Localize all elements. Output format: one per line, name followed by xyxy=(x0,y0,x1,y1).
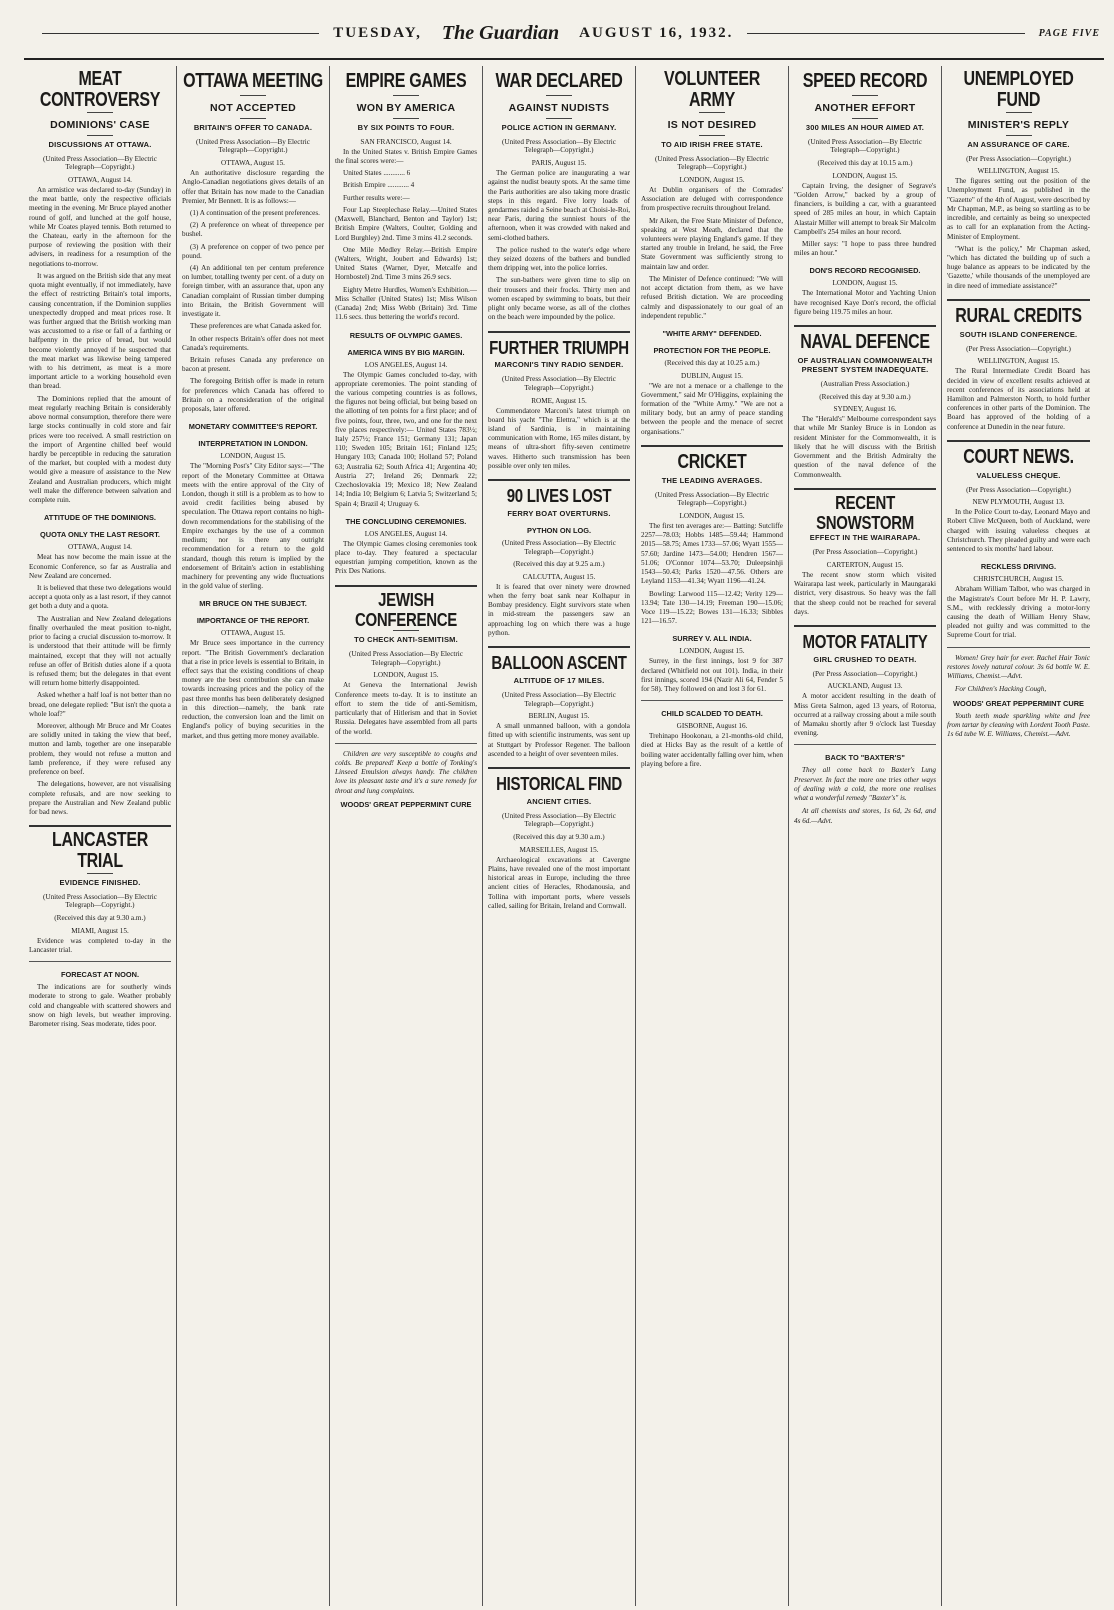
paragraph: The Rural Intermediate Credit Board has decided in view of excellent results achieved at recent conferences of its associations held at Hamilton and Palmerston North, to hold further conferences in other parts of the Dominion. The Board has approved of the holding of a conference at Dunedin in the near future. xyxy=(947,367,1090,431)
rule xyxy=(947,647,1090,648)
masthead xyxy=(24,8,1104,60)
dateline: LONDON, August 15. xyxy=(220,452,286,461)
paragraph: It is feared that over ninety were drowned when the ferry boat sank near Kolhapur in Bombay presidency. Eight survivors state when in mid-stream the passengers saw an approaching log on which there was a huge python. xyxy=(488,582,630,637)
paragraph: Bowling: Larwood 115—12.42; Verity 129—13.94; Tate 130—14.19; Freeman 190—15.06; Voce 119—15.22; Bowes 131—16.33; Sibbles 121—16.57. xyxy=(641,589,783,626)
paragraph: United States ............ 6 xyxy=(343,169,411,178)
headline-balloon-ascent: BALLOON ASCENT xyxy=(491,652,627,675)
credit-line: (United Press Association—By Electric Telegraph—Copyright.) xyxy=(655,490,769,508)
subhead-small: POLICE ACTION IN GERMANY. xyxy=(501,122,617,132)
paragraph: It was argued on the British side that any meat quota might eventually, if not immediately, have the effect of restricting Britain's total imports, causing concentration, if the Dominion supplies unexpectedly dropped and meat prices rose. It was further argued that the British working man was accustomed to a rise or fall of a farthing or halfpenny in the price of bread, but would become violently annoyed if he suspected that the meat market was likewise being tampered with to his detriment, as meat is a more important article to a working household even than bread. xyxy=(29,271,171,391)
received-line: (Received this day at 9.25 a.m.) xyxy=(513,560,605,569)
divider xyxy=(87,873,113,874)
section-rule xyxy=(488,479,630,481)
inner-headline: RESULTS OF OLYMPIC GAMES. xyxy=(349,330,463,340)
masthead-date: AUGUST 16, 1932. xyxy=(579,24,734,41)
divider xyxy=(393,95,419,96)
subhead: ANOTHER EFFORT xyxy=(814,101,916,114)
subhead-small: GIRL CRUSHED TO DEATH. xyxy=(813,654,917,664)
paragraph: The "Morning Post's" City Editor says:—"The report of the Monetary Committee at Ottawa meets with the entire approval of the City of London, though it still is a problem as to how to avoid credit facilities being abused by speculation. The Ottawa report contains no high-down recommendations for the stabilising of the Empire exchanges by the use of a common medium; nor is there any outright recommendation for a return to the gold standard, though this return is implied by the endorsement of Britain's action in establishing machinery for preventing any wide fluctuations in the gold value of sterling. xyxy=(182,462,324,591)
paragraph: The recent snow storm which visited Wairarapa last week, particularly in Maungaraki district, very disastrous. So heavy was the fall that the sheep could not be reached for several days. xyxy=(794,570,936,616)
dateline: ROME, August 15. xyxy=(531,396,587,405)
dateline: CHRISTCHURCH, August 15. xyxy=(973,575,1064,584)
paragraph: British Empire ............ 4 xyxy=(343,181,415,190)
paragraph: At Dublin organisers of the Comrades' Association are deluged with correspondence from prospective recruits throughout Ireland. xyxy=(641,185,783,213)
columns xyxy=(24,66,1104,1606)
paragraph: Moreover, although Mr Bruce and Mr Coates are solidly united in taking the view that beef, mutton and lamb, together are one inseparable problem, they would not refuse a mutton and lamb preference, if they were refused any preference on beef. xyxy=(29,722,171,777)
masthead-rule-left xyxy=(42,33,319,34)
dateline: LONDON, August 15. xyxy=(373,671,439,680)
paragraph: (1) A continuation of the present preferences. xyxy=(190,208,320,217)
paragraph: The foregoing British offer is made in return for preferences which Canada has offered to Britain on a reconsideration of the original proposals, later offered. xyxy=(182,377,324,414)
dateline: LOS ANGELES, August 14. xyxy=(364,360,448,369)
section-rule xyxy=(794,325,936,327)
paragraph: At Geneva the International Jewish Conference meets to-day. It is to institute an effort to stem the tide of anti-Semitism, particularly that of Hitlerism and that in Soviet Russia. Delegates have assembled from all parts of the world. xyxy=(335,681,477,736)
dateline: SYDNEY, August 16. xyxy=(833,405,897,414)
divider xyxy=(1006,135,1032,136)
column-1 xyxy=(24,66,177,1606)
dateline: AUCKLAND, August 13. xyxy=(827,682,903,691)
headline-jewish-conference: JEWISH CONFERENCE xyxy=(354,589,457,631)
section-rule xyxy=(335,585,477,587)
inner-headline-forecast: FORECAST AT NOON. xyxy=(60,970,139,980)
headline-speed-record: SPEED RECORD xyxy=(802,70,928,92)
paragraph: Evidence was completed to-day in the Lancaster trial. xyxy=(29,936,171,954)
column-6 xyxy=(789,66,942,1606)
advertisement-product: WOODS' GREAT PEPPERMINT CURE xyxy=(953,698,1084,708)
section-rule xyxy=(488,646,630,648)
subhead-small: TO CHECK ANTI-SEMITISM. xyxy=(354,635,458,645)
dateline: PARIS, August 15. xyxy=(531,159,587,168)
dateline: LONDON, August 15. xyxy=(679,511,745,520)
dateline: WELLINGTON, August 15. xyxy=(977,357,1060,366)
headline-rural-credits: RURAL CREDITS xyxy=(955,305,1082,327)
credit-line: (United Press Association—By Electric Telegraph—Copyright.) xyxy=(43,154,157,172)
section-rule xyxy=(488,767,630,769)
subhead-small: EVIDENCE FINISHED. xyxy=(59,877,141,887)
advertisement: They all come back to Baxter's Lung Preserver. In fact the more one tries other ways of dealing with a cold, the more one realises what a wonderful remedy "Baxter's" is. xyxy=(794,766,936,803)
headline-historical-find: HISTORICAL FIND xyxy=(496,773,622,796)
divider xyxy=(240,118,266,119)
inner-headline: IMPORTANCE OF THE REPORT. xyxy=(196,616,310,626)
credit-line: (United Press Association—By Electric Telegraph—Copyright.) xyxy=(502,375,616,392)
inner-headline: PYTHON ON LOG. xyxy=(526,525,592,535)
dateline: BERLIN, August 15. xyxy=(528,712,590,721)
credit-line: (Per Press Association—Copyright.) xyxy=(966,485,1071,494)
paragraph: "We are not a menace or a challenge to the Government," said Mr O'Higgins, explaining the formation of the "White Army." "We are not a military body, but an army of peace standing between the people and the menace of secret organisations." xyxy=(641,381,783,436)
advertisement: Women! Grey hair for ever. Rachel Hair Tonic restores lovely natural colour. 3s 6d bottle W. E. Williams, Chemist.—Advt. xyxy=(947,653,1090,681)
masthead-rule-right xyxy=(747,33,1024,34)
headline-motor-fatality: MOTOR FATALITY xyxy=(802,631,928,653)
section-rule xyxy=(794,625,936,627)
paragraph: (2) A preference on wheat of threepence per bushel. xyxy=(182,221,324,239)
paragraph: The Olympic Games concluded to-day, with appropriate ceremonies. The point standing of the various competing countries is as follows, the figures not being official, but being based on the allotting of ten points for a first place; and of five points, four, three, two, and one for the next five places respectively:— United States 783½; Italy 257½; France 151; Germany 131; Japan 110; Sweden 105; Britain 161; Finland 125; Hungary 103; Canada 100; Holland 57; Poland 63; Australia 62; South Africa 41; Argentina 40; Austria 27; Ireland 26; Denmark 22; Czechoslovakia 19; Mexico 18; New Zealand 14; India 10; Belgium 6; Latvia 5; Switzerland 5; Spain 4; Brazil 4; Uruguay 6. xyxy=(335,370,477,508)
paragraph: An authoritative disclosure regarding the Anglo-Canadian negotiations gives details of an offer that Britain has now made to the Canadian Premier, Mr Bennett. It is as follows:— xyxy=(182,169,324,205)
advertisement-product: WOODS' GREAT PEPPERMINT CURE xyxy=(340,799,472,809)
inner-headline: DON'S RECORD RECOGNISED. xyxy=(809,266,921,276)
dateline: OTTAWA, August 15. xyxy=(221,629,285,638)
dateline: GISBORNE, August 16. xyxy=(676,722,748,731)
divider xyxy=(240,95,266,96)
paragraph: Britain refuses Canada any preference on bacon at present. xyxy=(182,356,324,374)
paragraph: One Mile Medley Relay.—British Empire (Walters, Wright, Joubert and Edwards) 1st; United States (Warner, Dyer, Metcalfe and Hornbostel) 2nd. Time 3 mins 26.9 secs. xyxy=(335,245,477,282)
divider xyxy=(546,95,572,96)
masthead-day: TUESDAY, xyxy=(333,24,422,41)
inner-headline: CHILD SCALDED TO DEATH. xyxy=(661,709,763,719)
dateline: LOS ANGELES, August 14. xyxy=(364,529,448,538)
credit-line: (Per Press Association—Copyright.) xyxy=(812,669,918,678)
masthead-paper-name: The Guardian xyxy=(441,21,560,44)
paragraph: The International Motor and Yachting Union have recognised Kaye Don's record, the official figure being 119.75 miles an hour. xyxy=(794,289,936,316)
dateline: DUBLIN, August 15. xyxy=(681,371,743,380)
paragraph: (4) An additional ten per centum preference on lumber, totalling twenty per cent. of a duty on foreign timber, with an assurance that, upon any Canadian complaint of Russian timber dumping into Britain, the British Government will investigate it. xyxy=(182,264,324,319)
section-rule xyxy=(29,825,171,827)
subhead: DOMINIONS' CASE xyxy=(50,118,150,131)
paragraph: Archaeological excavations at Cavergne Plains, have revealed one of the most important historical areas in Europe, including the three ancient cities of Heracles, Rhodanousia, and Tollina with important ports, where vessels called, sailing for Britain, Ireland and Cornwall. xyxy=(488,855,630,910)
divider xyxy=(546,118,572,119)
column-5 xyxy=(636,66,789,1606)
dateline: CALCUTTA, August 15. xyxy=(522,572,596,581)
paragraph: In the United States v. British Empire Games the final scores were:— xyxy=(335,147,477,166)
column-7 xyxy=(942,66,1095,1606)
subhead-small: EFFECT IN THE WAIRARAPA. xyxy=(809,533,921,543)
dateline: LONDON, August 15. xyxy=(832,171,898,180)
subhead-small: ALTITUDE OF 17 MILES. xyxy=(513,675,605,685)
paragraph: Miller says: "I hope to pass three hundred miles an hour." xyxy=(794,240,936,258)
credit-line: (Australian Press Association.) xyxy=(820,379,910,388)
received-line: (Received this day at 9.30 a.m.) xyxy=(819,392,911,401)
paragraph: A small unmanned balloon, with a gondola fitted up with scientific instruments, was sent up at Stuttgart by Professor Regener. The balloon ascended to a height of over seventeen miles. xyxy=(488,722,630,758)
paragraph: The sun-bathers were given time to slip on their trousers and their frocks. Thirty men and women escaped by swimming to boats, but their plight only became worse, as all of the clothes on the beach were impounded by the police. xyxy=(488,276,630,322)
headline-cricket: CRICKET xyxy=(677,451,747,473)
subhead: MINISTER'S REPLY xyxy=(967,118,1070,131)
inner-headline: THE CONCLUDING CEREMONIES. xyxy=(345,516,467,526)
section-rule xyxy=(947,440,1090,442)
inner-headline: ATTITUDE OF THE DOMINIONS. xyxy=(44,513,156,523)
paragraph: The figures setting out the position of the Unemployment Fund, as published in the "Gazette" of the 4th of August, were described by Mr Chapman, M.P., as being so startling as to be incredible, and certainly as being so unexpected as to call for an explanation from the Acting-Minister of Employment. xyxy=(947,177,1090,241)
paragraph: The Dominions replied that the amount of meat regularly reaching Britain is considerably above normal consumption, therefore there were large stocks continually in cold store and fair prices were too received. A small restriction on the import of Argentine chilled beef would hardly be perceptible in reducing the saturation of the market, but coupled with a modest duty would give a measure of assistance to the New Zealand and Australian producers, which might well make the difference between salvation and complete ruin. xyxy=(29,394,171,505)
paragraph: (3) A preference on copper of two pence per pound. xyxy=(182,242,324,260)
paragraph: It is believed that these two delegations would accept a quota only as a last resort, if they cannot get both a duty and a quota. xyxy=(29,583,171,611)
dateline: OTTAWA, August 14. xyxy=(68,175,132,184)
received-line: (Received this day at 9.30 a.m.) xyxy=(513,833,605,842)
divider xyxy=(87,135,113,136)
paragraph: In the Police Court to-day, Leonard Mayo and Robert Clive McQueen, both of Auckland, were charged with issuing valueless cheques at Christchurch. They pleaded guilty and were each sentenced to six months' hard labour. xyxy=(947,508,1090,554)
dateline: LONDON, August 15. xyxy=(832,279,898,288)
paragraph: An armistice was declared to-day (Sunday) in the meat battle, only the respective officials meeting in the evening. Mr Bruce played another round of golf, and lunched at the golf house, while Mr Coates played tennis. Both returned to the Chateau, early in the afternoon for the purpose of reviewing the position with their advisers, in readiness for a resumption of the negotiations to-morrow. xyxy=(29,185,171,268)
dateline: MIAMI, August 15. xyxy=(71,926,129,935)
rule xyxy=(335,743,477,744)
subhead: AGAINST NUDISTS xyxy=(508,101,610,114)
paragraph: Mr Bruce sees importance in the currency report. "The British Government's declaration that a rise in price levels is essential to Britain, in effect says that the existing conditions of cheap money are the best contribution she can make towards increasing prices and the policy of the past three months has been deliberately designed in this direction—namely, the bank rate reduction, the conversion loan and the limit on England's policy of buying securities in the market, and thus getting more money available. xyxy=(182,639,324,740)
paragraph: The indications are for southerly winds moderate to strong to gale. Weather probably cold and changeable with scattered showers and snow on high levels, but weather improving. Barometer rising. Seas moderate, tides poor. xyxy=(29,983,171,1029)
headline-empire-games: EMPIRE GAMES xyxy=(345,70,467,92)
headline-war-declared: WAR DECLARED xyxy=(495,70,623,92)
section-rule xyxy=(794,488,936,490)
headline-90-lives-lost: 90 LIVES LOST xyxy=(506,485,612,508)
subhead-small: AN ASSURANCE OF CARE. xyxy=(967,139,1070,149)
dateline: OTTAWA, August 15. xyxy=(221,159,285,168)
divider xyxy=(852,118,878,119)
paragraph: Eighty Metre Hurdles, Women's Exhibition.—Miss Schaller (United States) 1st; Miss Wilson (Canada) 2nd; Miss Webb (Britain) 3rd. Time 11.6 secs. thus bettering the world's record. xyxy=(335,285,477,322)
paragraph: The Olympic Games closing ceremonies took place to-day. They featured a spectacular equestrian jumping competition, known as the Prix Des Nations. xyxy=(335,539,477,576)
inner-headline: MR BRUCE ON THE SUBJECT. xyxy=(199,599,307,609)
credit-line: (United Press Association—By Electric Telegraph—Copyright.) xyxy=(502,538,616,556)
subhead-small: MARCONI'S TINY RADIO SENDER. xyxy=(494,360,624,370)
advertisement: Youth teeth made sparkling white and free from tartar by cleaning with Lordent Tooth Paste. 1s 6d tube W. E. Williams, Chemist.—Advt. xyxy=(947,711,1090,738)
headline-further-triumph: FURTHER TRIUMPH xyxy=(489,337,629,359)
section-rule xyxy=(641,445,783,447)
subhead-small: BY SIX POINTS TO FOUR. xyxy=(357,122,455,132)
column-4 xyxy=(483,66,636,1606)
received-line: (Received this day at 9.30 a.m.) xyxy=(54,914,146,923)
advertisement: For Children's Hacking Cough, xyxy=(955,685,1047,694)
headline-unemployed-fund: UNEMPLOYED FUND xyxy=(963,68,1074,111)
paragraph: Captain Irving, the designer of Segrave's "Golden Arrow," backed by a group of financiers, is building a car, with a guaranteed speed of 285 miles an hour, in which Captain Alastair Miller will attempt to break Sir Malcolm Campbell's 254 miles an hour record. xyxy=(794,181,936,236)
received-line: (Received this day at 10.15 a.m.) xyxy=(817,159,913,168)
dateline: LONDON, August 15. xyxy=(679,647,745,656)
credit-line: (United Press Association—By Electric Telegraph—Copyright.) xyxy=(808,137,922,155)
subhead-small: VALUELESS CHEQUE. xyxy=(976,470,1061,480)
masthead-page-number: PAGE FIVE xyxy=(1038,27,1100,39)
paragraph: In other respects Britain's offer does not meet Canada's requirements. xyxy=(182,334,324,352)
column-3 xyxy=(330,66,483,1606)
dateline: CARTERTON, August 15. xyxy=(826,560,904,569)
credit-line: (Per Press Association—Copyright.) xyxy=(966,154,1071,163)
subhead-small: TO AID IRISH FREE STATE. xyxy=(661,139,763,149)
rule xyxy=(794,744,936,745)
headline-volunteer-army: VOLUNTEER ARMY xyxy=(664,68,760,111)
dateline: NEW PLYMOUTH, August 13. xyxy=(972,498,1065,507)
divider xyxy=(393,118,419,119)
rule xyxy=(641,700,783,701)
headline-court-news: COURT NEWS. xyxy=(963,446,1074,468)
inner-headline: RECKLESS DRIVING. xyxy=(980,562,1057,572)
paragraph: Four Lap Steeplechase Relay.—United States (Maxwell, Blanchard, Benton and Taylor) 1st; British Empire (Walters, Coulter, Golding and Lord Burghley) 2nd. Time 3 mins 41.2 seconds. xyxy=(335,205,477,242)
headline-naval-defence: NAVAL DEFENCE xyxy=(800,331,930,354)
headline-meat-controversy: MEAT CONTROVERSY xyxy=(39,68,161,111)
paragraph: Mr Aiken, the Free State Minister of Defence, speaking at West Meath, declared that the volunteers were playing England's game. If they started any trouble in Ireland, he said, the Free State Government was sufficiently strong to maintain law and order. xyxy=(641,216,783,271)
paragraph: Surrey, in the first innings, lost 9 for 387 declared (Whitfield not out 101). India, in their first innings, scored 194 (Nazir Ali 64, Fender 5 for 58). They followed on and lost 3 for 61. xyxy=(641,657,783,694)
subhead: IS NOT DESIRED xyxy=(667,118,757,131)
divider xyxy=(699,135,725,136)
paragraph: Meat has now become the main issue at the Economic Conference, so far as Australia and New Zealand are concerned. xyxy=(29,553,171,580)
paragraph: The German police are inaugurating a war against the nudist beauty spots. At the same time the Paris authorities are also taking more drastic steps in this regard. Five lorry loads of gendarmes raided a Seine beach at Choisi-le-Roi, near Paris, during the sunniest hours of the afternoon, when it was crowded with naked and semi-clothed bathers. xyxy=(488,169,630,242)
inner-headline: AMERICA WINS BY BIG MARGIN. xyxy=(347,347,465,357)
credit-line: (United Press Association—By Electric Telegraph—Copyright.) xyxy=(655,154,769,172)
dateline: OTTAWA, August 14. xyxy=(68,543,132,552)
received-line: (Received this day at 10.25 a.m.) xyxy=(664,358,760,367)
inner-headline: MONETARY COMMITTEE'S REPORT. xyxy=(188,422,318,432)
paragraph: Asked whether a half loaf is not better than no bread, one delegate replied: "But isn't the quota a whole loaf?" xyxy=(29,691,171,718)
section-rule xyxy=(488,331,630,333)
subhead-small: SOUTH ISLAND CONFERENCE. xyxy=(959,329,1078,339)
paragraph: Trehinapo Hookonau, a 21-months-old child, died at Hicks Bay as the result of a kettle of boiling water accidentally falling over him, when playing before a fire. xyxy=(641,732,783,768)
paragraph: Abraham William Talbot, who was charged in the Magistrate's Court before Mr H. P. Lawry, S.M., with recklessly driving a motor-lorry causing the death of William Henry Shaw, pleaded not guilty and was committed to the Supreme Court for trial. xyxy=(947,585,1090,640)
paragraph: The Australian and New Zealand delegations finally overhauled the meat position to-night, prior to facing a crucial discussion to-morrow. It is understood that their attitude will be firmly maintained, except that they will not actually refuse an offer of British duties alone if a quota is refused them; but the delegates in that event will return home bitterly disappointed. xyxy=(29,614,171,688)
paragraph: The Minister of Defence continued: "We will not accept dictation from them, as we have refused British dictation. We are proceeding calmly and dispassionately to our goal of an independent republic." xyxy=(641,274,783,320)
inner-headline: INTERPRETATION IN LONDON. xyxy=(198,439,308,449)
column-2 xyxy=(177,66,330,1606)
subhead-small: THE LEADING AVERAGES. xyxy=(661,475,763,485)
dateline: LONDON, August 15. xyxy=(679,175,745,184)
subhead-small: 300 MILES AN HOUR AIMED AT. xyxy=(805,122,925,132)
advertisement: At all chemists and stores, 1s 6d, 2s 6d, and 4s 6d.—Advt. xyxy=(794,807,936,825)
headline-recent-snowstorm: RECENT SNOWSTORM xyxy=(816,492,914,534)
credit-line: (Per Press Association—Copyright.) xyxy=(966,344,1071,353)
headline-lancaster-trial: LANCASTER TRIAL xyxy=(52,829,148,873)
section-rule xyxy=(947,299,1090,301)
subhead-small: BRITAIN'S OFFER TO CANADA. xyxy=(193,122,313,132)
inner-headline: PROTECTION FOR THE PEOPLE. xyxy=(653,345,771,355)
subhead-small: FERRY BOAT OVERTURNS. xyxy=(507,508,611,518)
subhead: NOT ACCEPTED xyxy=(209,101,297,114)
credit-line: (Per Press Association—Copyright.) xyxy=(812,548,918,557)
subhead: WON BY AMERICA xyxy=(356,101,456,114)
credit-line: (United Press Association—By Electric Telegraph—Copyright.) xyxy=(43,892,157,910)
paragraph: The police rushed to the water's edge where they seized dozens of the bathers and bundled them dripping wet, into the police lorries. xyxy=(488,245,630,273)
paragraph: The delegations, however, are not visualising complete refusals, and are now seeking to prepare the Australian and New Zealand public for bad news. xyxy=(29,780,171,816)
advertisement: Children are very susceptible to coughs and colds. Be prepared! Keep a bottle of Tonking's Linseed Emulsion always handy. The children love its pleasant taste and it's a sure remedy for throat and lung complaints. xyxy=(335,749,477,795)
credit-line: (United Press Association—By Electric Telegraph—Copyright.) xyxy=(502,811,616,829)
paragraph: Commendatore Marconi's latest triumph on board his yacht "The Elettra," which is at the island of Sardinia, is in maintaining communication with Rome, 165 miles distant, by means of ultra-short fifty-seven centimetre waves. Hitherto such transmission has been possible over only ten miles. xyxy=(488,406,630,470)
subhead-small: OF AUSTRALIAN COMMONWEALTH PRESENT SYSTEM INADEQUATE. xyxy=(797,355,933,374)
inner-headline: QUOTA ONLY THE LAST RESORT. xyxy=(40,530,160,540)
divider xyxy=(852,95,878,96)
credit-line: (United Press Association—By Electric Telegraph—Copyright.) xyxy=(196,137,310,155)
paragraph: Further results were:— xyxy=(343,193,410,202)
inner-headline: "WHITE ARMY" DEFENDED. xyxy=(662,328,762,338)
dateline: SAN FRANCISCO, August 14. xyxy=(360,137,452,146)
subhead-small: ANCIENT CITIES. xyxy=(526,796,592,806)
credit-line: (United Press Association—By Electric Telegraph—Copyright.) xyxy=(349,650,463,667)
subhead-small: DISCUSSIONS AT OTTAWA. xyxy=(48,139,152,149)
headline-ottawa-meeting: OTTAWA MEETING xyxy=(183,70,323,92)
dateline: WELLINGTON, August 15. xyxy=(977,167,1060,176)
credit-line: (United Press Association—By Electric Telegraph—Copyright.) xyxy=(502,690,616,708)
paragraph: The "Herald's" Melbourne correspondent says that while Mr Stanley Bruce is in London as resident Minister for the Commonwealth, it is likely that he will discuss with the British Government and the British Admiralty the question of the naval defence of the Commonwealth. xyxy=(794,415,936,479)
paragraph: A motor accident resulting in the death of Miss Greta Salmon, aged 13 years, of Rotorua, occurred at a railway crossing about a mile south of Mamaku shortly after 9 o'clock last Tuesday evening. xyxy=(794,692,936,738)
dateline: MARSEILLES, August 15. xyxy=(519,845,599,854)
inner-headline: BACK TO "BAXTER'S" xyxy=(825,753,905,763)
rule xyxy=(29,961,171,962)
inner-headline: SURREY V. ALL INDIA. xyxy=(672,634,752,644)
paragraph: These preferences are what Canada asked for. xyxy=(190,322,322,331)
credit-line: (United Press Association—By Electric Telegraph—Copyright.) xyxy=(502,137,616,155)
paragraph: The first ten averages are:— Batting: Sutcliffe 2257—78.03; Hobbs 1485—59.44; Hammond 2015—58.75; Ames 1733—57.06; Wyatt 1555—57.60; Jardine 1473—54.00; Hendren 1567—51.06; O'Connor 1074—53.70; Duleepsinhji 1543—50.43; Parks 1520—47.56. Others are Leyland 1153—41.34; Wyatt 1196—41.24. xyxy=(641,521,783,586)
paragraph: "What is the policy," Mr Chapman asked, "which has dictated the building up of such a huge balance as appears to be indicated by the 'Gazette,' while thousands of the unemployed are in dire need of immediate assistance?" xyxy=(947,244,1090,290)
